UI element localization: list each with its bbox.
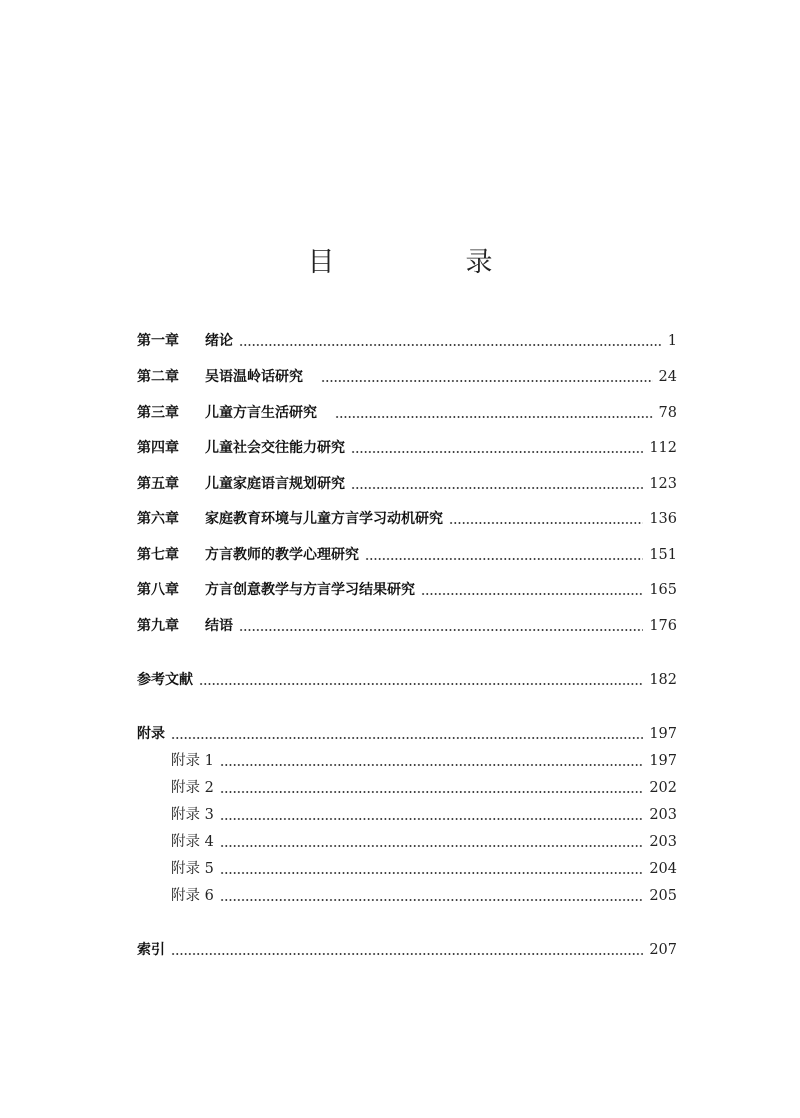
toc-entry-chapter-2[interactable] <box>137 363 677 387</box>
chapter-number: 第四章 <box>137 440 179 456</box>
toc-entry-chapter-4[interactable] <box>137 434 677 458</box>
toc-entry-appendix-2[interactable] <box>171 774 677 798</box>
dot-leader <box>220 751 643 771</box>
page-number: 203 <box>649 807 677 823</box>
page-number: 204 <box>649 861 677 877</box>
page-number: 78 <box>658 405 677 421</box>
chapter-number: 第七章 <box>137 547 179 563</box>
dot-leader <box>220 805 643 825</box>
page-number: 123 <box>649 476 677 492</box>
appendix-item-title: 附录 3 <box>171 807 214 823</box>
toc-entry-chapter-8[interactable] <box>137 576 677 600</box>
appendix-item-title: 附录 2 <box>171 780 214 796</box>
dot-leader <box>220 832 643 852</box>
chapter-title: 家庭教育环境与儿童方言学习动机研究 <box>205 511 443 527</box>
chapter-title: 结语 <box>205 618 233 634</box>
page-title: 目 录 <box>307 247 545 278</box>
dot-leader <box>321 367 653 387</box>
toc-entry-chapter-1[interactable] <box>137 327 677 351</box>
appendix-item-title: 附录 5 <box>171 861 214 877</box>
chapter-number: 第八章 <box>137 582 179 598</box>
appendix-item-title: 附录 1 <box>171 753 214 769</box>
dot-leader <box>351 438 643 458</box>
chapter-number: 第二章 <box>137 369 179 385</box>
dot-leader <box>335 403 653 423</box>
page-number: 176 <box>649 618 677 634</box>
dot-leader <box>239 616 643 636</box>
page-number: 202 <box>649 780 677 796</box>
chapter-number: 第九章 <box>137 618 179 634</box>
page-number: 207 <box>649 942 677 958</box>
page-number: 112 <box>649 440 677 456</box>
toc-entry-chapter-6[interactable] <box>137 505 677 529</box>
page-number: 24 <box>658 369 677 385</box>
dot-leader <box>365 545 643 565</box>
appendix-item-title: 附录 6 <box>171 888 214 904</box>
toc-entry-references[interactable] <box>137 666 677 690</box>
chapter-title: 方言教师的教学心理研究 <box>205 547 359 563</box>
toc-entry-index[interactable] <box>137 936 677 960</box>
toc-entry-chapter-9[interactable] <box>137 612 677 636</box>
toc-entry-appendix-6[interactable] <box>171 882 677 906</box>
chapter-title: 绪论 <box>205 333 233 349</box>
references-title: 参考文献 <box>137 672 193 688</box>
chapter-number: 第五章 <box>137 476 179 492</box>
toc-entry-appendix-3[interactable] <box>171 801 677 825</box>
dot-leader <box>421 580 643 600</box>
appendix-title: 附录 <box>137 726 165 742</box>
chapter-number: 第一章 <box>137 333 179 349</box>
chapter-title: 儿童方言生活研究 <box>205 405 317 421</box>
page-number: 136 <box>649 511 677 527</box>
chapter-title: 方言创意教学与方言学习结果研究 <box>205 582 415 598</box>
page-number: 203 <box>649 834 677 850</box>
dot-leader <box>351 474 643 494</box>
chapter-title: 吴语温岭话研究 <box>205 369 303 385</box>
dot-leader <box>449 509 643 529</box>
page-number: 205 <box>649 888 677 904</box>
toc-entry-chapter-7[interactable] <box>137 541 677 565</box>
toc-entry-appendix[interactable] <box>137 720 677 744</box>
toc-entry-chapter-3[interactable] <box>137 399 677 423</box>
dot-leader <box>171 940 643 960</box>
index-title: 索引 <box>137 942 165 958</box>
chapter-number: 第六章 <box>137 511 179 527</box>
page-number: 182 <box>649 672 677 688</box>
page-number: 197 <box>649 726 677 742</box>
page-number: 165 <box>649 582 677 598</box>
toc-entry-appendix-4[interactable] <box>171 828 677 852</box>
page-number: 197 <box>649 753 677 769</box>
dot-leader <box>220 859 643 879</box>
page-number: 151 <box>649 547 677 563</box>
chapter-title: 儿童家庭语言规划研究 <box>205 476 345 492</box>
toc-entry-chapter-5[interactable] <box>137 470 677 494</box>
appendix-item-title: 附录 4 <box>171 834 214 850</box>
dot-leader <box>199 670 643 690</box>
dot-leader <box>239 331 662 351</box>
chapter-number: 第三章 <box>137 405 179 421</box>
dot-leader <box>220 886 643 906</box>
chapter-title: 儿童社会交往能力研究 <box>205 440 345 456</box>
dot-leader <box>220 778 643 798</box>
toc-entry-appendix-5[interactable] <box>171 855 677 879</box>
dot-leader <box>171 724 643 744</box>
toc-entry-appendix-1[interactable] <box>171 747 677 771</box>
page-number: 1 <box>667 333 677 349</box>
